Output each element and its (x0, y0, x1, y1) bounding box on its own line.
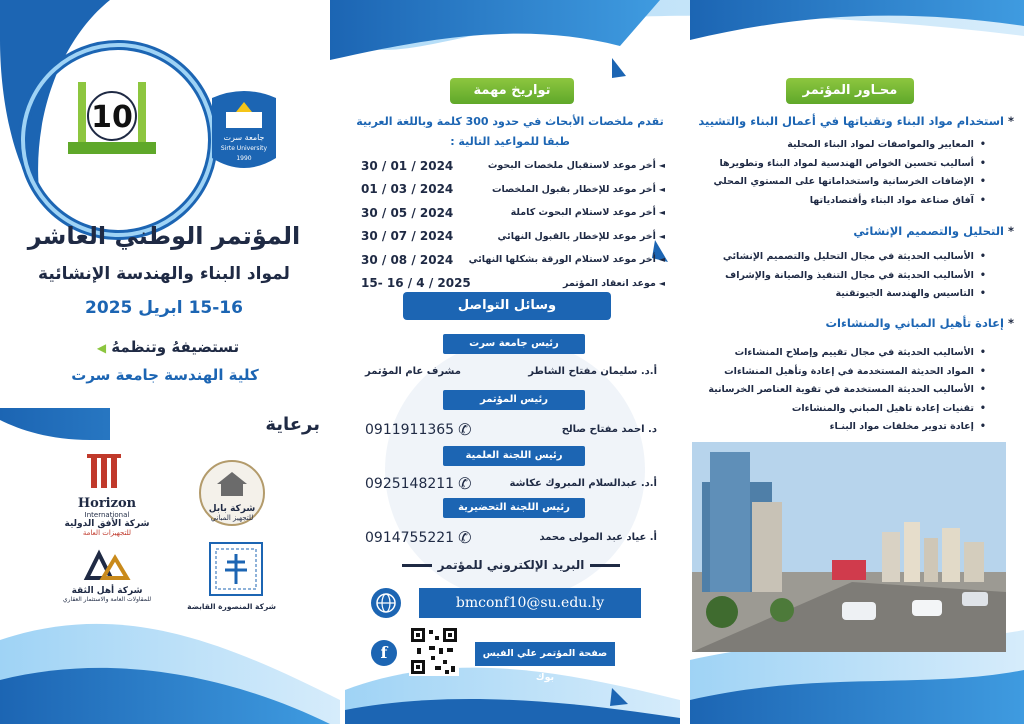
deadline-item (361, 248, 665, 272)
panel-axes (690, 0, 1024, 724)
arrow-left-icon: ◄ (658, 161, 665, 171)
university-logo (208, 88, 280, 174)
phone-link[interactable] (365, 474, 471, 493)
university-logo-english: Sirte University (220, 145, 268, 152)
sponsor-horizon-name: شركة الأفق الدولية (64, 519, 150, 529)
list-item: • الأساليب الحديثة في مجال التحليل والتصميم الإنشائي (698, 248, 986, 267)
divider (402, 564, 432, 567)
phone-number: 0925148211 (365, 475, 455, 492)
axis-heading-materials (690, 114, 1014, 128)
sponsor-horizon-latin-sub: International (84, 511, 130, 519)
phone-icon: ✆ (458, 474, 472, 493)
sponsor-label: برعاية (265, 414, 320, 435)
person-university-president (365, 366, 657, 377)
deadline-item (361, 225, 665, 249)
list-item: • الأساليب الحديثة المستخدمة في تقوية العناصر الخرسانية (698, 381, 986, 400)
conference-logo-number: 10 (91, 100, 133, 135)
facebook-page-link[interactable]: صفحة المؤتمر علي الفيس بوك (475, 642, 615, 666)
list-item: • إعادة تدوير مخلفات مواد البنـاء (698, 418, 986, 437)
deadline-label: موعد انعقاد المؤتمر (562, 277, 656, 289)
deadline-date: 30 / 01 / 2024 (361, 158, 454, 173)
deadline-label: أخر موعد للإخطار بالقبول النهائي (497, 230, 656, 242)
person-name: أ. عياد عبد المولى محمد (539, 532, 657, 543)
list-item: • تقنيات إعادة تاهيل المباني والمنشاءات (698, 400, 986, 419)
conference-subtitle: لمواد البناء والهندسة الإنشائية (38, 264, 290, 284)
star-icon: * (1007, 316, 1014, 330)
axis-heading-structural (690, 224, 1014, 238)
sponsor-horizon-sub: للتجهيزات العامة (82, 529, 132, 537)
axis-heading-text: استخدام مواد البناء وتقنياتها في أعمال البناء والتشييد (698, 114, 1004, 128)
list-item: • المواد الحديثة المستخدمة في إعادة وتأهيل المنشاءات (698, 363, 986, 382)
university-logo-year: 1990 (236, 155, 252, 162)
arrow-left-icon: ◄ (658, 231, 665, 241)
sponsor-almansoura-name: شركة المنصورة القابضة (187, 602, 276, 611)
deadline-date: 01 / 03 / 2024 (361, 182, 454, 197)
axis-heading-text: التحليل والتصميم الإنشائي (853, 224, 1004, 238)
panel-cover (0, 0, 340, 724)
panel-dates-contacts (345, 0, 685, 724)
person-scientific-committee-chair (365, 474, 657, 493)
axis-heading-rehabilitation (690, 316, 1014, 330)
horizon-building-icon (77, 452, 137, 492)
sponsor-almansoura (187, 540, 276, 611)
deadline-label: أخر موعد لاستلام الورقة بشكلها النهائي (468, 254, 656, 266)
person-name: أ.د. سليمان مفتاح الشاطر (528, 366, 657, 377)
email-title (365, 558, 657, 572)
qr-code-icon[interactable] (409, 626, 459, 676)
list-item: • الأساليب الحديثة في مجال التنفيذ والصيانة والإشراف (698, 267, 986, 286)
deadline-label: أخر موعد لاستلام البحوث كاملة (510, 207, 656, 219)
logos-row (40, 70, 300, 180)
divider (590, 564, 620, 567)
list-item: • آفاق صناعة مواد البناء وأقتصادياتها (698, 192, 986, 211)
host-label: تستضيفهُ وتنظمهُ (111, 338, 240, 356)
axis-list-rehabilitation (698, 344, 986, 437)
role-preparatory-committee-chair: رئيس اللجنة التحضيرية (443, 498, 585, 518)
role-university-president: رئيس جامعة سرت (443, 334, 585, 354)
email-title-text: البريد الإلكتروني للمؤتمر (437, 558, 585, 572)
host-line (60, 338, 270, 356)
conference-axes-tag: محـاور المؤتمر (786, 78, 914, 104)
dates-intro-line-1: تقدم ملخصات الأبحاث في حدود 300 كلمة وباللغة العربية (356, 115, 664, 128)
sponsor-horizon (52, 452, 162, 537)
phone-link[interactable] (365, 528, 471, 547)
sponsor-babel-name: شركة بابل (208, 504, 256, 514)
sponsor-ahl-althiqa-name: شركة أهل الثقة (71, 586, 143, 596)
deadline-item (361, 201, 665, 225)
sponsor-babel-sub: للتجهيز المباني (210, 514, 254, 522)
dates-intro-line-2: طبقا للمواعيد التالية : (450, 135, 570, 148)
person-preparatory-committee-chair (365, 528, 657, 547)
phone-number: 0911911365 (365, 421, 455, 438)
university-logo-arabic: جامعة سرت (223, 133, 265, 142)
deadlines-list (361, 154, 665, 295)
important-dates-tag: تواريخ مهمة (450, 78, 574, 104)
person-name: أ.د. عبدالسلام المبروك عكاشة (509, 478, 657, 489)
deadline-item (361, 178, 665, 202)
phone-icon: ✆ (458, 528, 472, 547)
almansoura-logo-icon (207, 540, 265, 598)
person-conference-chair (365, 420, 657, 439)
person-name: د. احمد مفتاح صالح (561, 424, 657, 435)
deadline-date: 30 / 08 / 2024 (361, 252, 454, 267)
sponsor-horizon-logo-text: Horizon (77, 496, 137, 511)
sponsor-ahl-althiqa-sub: للمقاولات العامة والاستثمار العقاري (62, 596, 152, 603)
axis-list-structural (698, 248, 986, 304)
axis-list-materials (698, 136, 986, 210)
deadline-label: أخر موعد للإخطار بقبول الملخصات (491, 183, 656, 195)
list-item: • المعايير والمواصفات لمواد البناء المحلية (698, 136, 986, 155)
triangle-arrow-icon: ◀ (96, 341, 107, 355)
host-organization: كلية الهندسة جامعة سرت (71, 366, 259, 384)
deadline-date: 15- 16 / 4 / 2025 (361, 276, 471, 291)
star-icon: * (1007, 114, 1014, 128)
contact-means-tag: وسائل التواصل (403, 292, 611, 320)
conference-date: 15-16 ابريل 2025 (85, 298, 243, 318)
deadline-date: 30 / 05 / 2024 (361, 205, 454, 220)
globe-icon (371, 588, 401, 618)
conference-title: المؤتمر الوطني العاشر (27, 222, 301, 250)
sponsor-header (110, 408, 340, 442)
arrow-left-icon: ◄ (658, 184, 665, 194)
dates-intro (345, 112, 675, 152)
phone-number: 0914755221 (365, 529, 455, 546)
list-item: • أساليب تحسين الخواص الهندسية لمواد البناء وتطويرها (698, 155, 986, 174)
list-item: • الأساليب الحديثة في مجال تقييم وإصلاح المنشاءات (698, 344, 986, 363)
city-photo (692, 442, 1006, 652)
role-scientific-committee-chair: رئيس اللجنة العلمية (443, 446, 585, 466)
phone-link[interactable] (365, 420, 471, 439)
list-item: • التاسيس والهندسة الجيوتقنية (698, 285, 986, 304)
deadline-item (361, 154, 665, 178)
arrow-left-icon: ◄ (658, 278, 665, 288)
sponsor-ahl-althiqa (52, 548, 162, 603)
list-item: • الإضافات الخرسانية واستخداماتها على المستوي المحلي (698, 173, 986, 192)
phone-icon: ✆ (458, 420, 472, 439)
facebook-icon[interactable]: f (371, 640, 397, 666)
arrow-left-icon: ◄ (658, 255, 665, 265)
person-extra-role: مشرف عام المؤتمر (365, 366, 461, 377)
axis-heading-text: إعادة تأهيل المباني والمنشاءات (825, 316, 1004, 330)
deadline-label: أخر موعد لاستقبال ملخصات البحوث (487, 160, 656, 172)
sponsor-babel (192, 458, 272, 522)
star-icon: * (1007, 224, 1014, 238)
conference-logo (58, 70, 166, 180)
deadline-date: 30 / 07 / 2024 (361, 229, 454, 244)
ahl-althiqa-house-icon (77, 548, 137, 582)
role-conference-chair: رئيس المؤتمر (443, 390, 585, 410)
arrow-left-icon: ◄ (658, 208, 665, 218)
conference-email-link[interactable]: bmconf10@su.edu.ly (419, 588, 641, 618)
